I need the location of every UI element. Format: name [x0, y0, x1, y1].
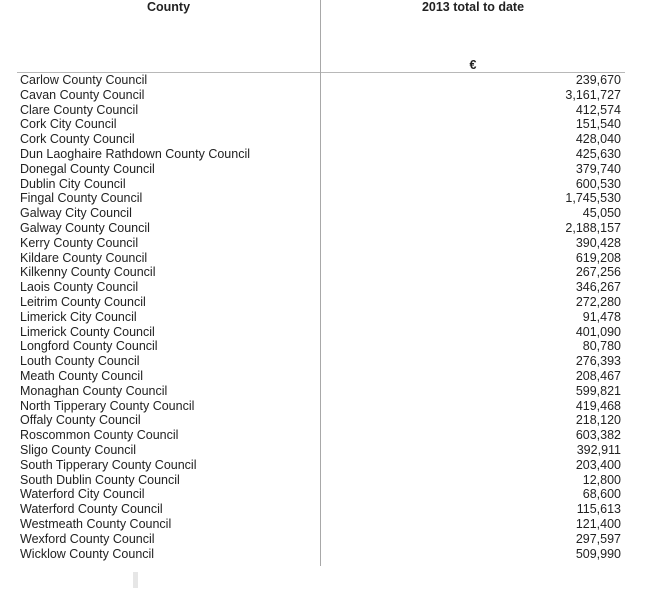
total-value: 121,400	[575, 516, 621, 531]
total-value: 428,040	[575, 132, 621, 147]
council-name: Roscommon County Council	[20, 428, 179, 443]
council-name: Louth County Council	[20, 354, 140, 369]
council-name: South Dublin County Council	[20, 472, 180, 487]
total-value: 346,267	[575, 280, 621, 295]
table-row	[17, 206, 625, 221]
council-name: Galway County Council	[20, 220, 150, 235]
total-value: 392,911	[576, 442, 621, 457]
council-name: Galway City Council	[20, 206, 132, 221]
table-row	[17, 310, 625, 325]
table-row	[17, 221, 625, 236]
council-name: Wexford County Council	[20, 531, 155, 546]
total-value: 267,256	[575, 265, 621, 280]
table-row	[17, 265, 625, 280]
council-name: Kildare County Council	[20, 250, 148, 265]
total-value: 600,530	[575, 176, 621, 191]
total-column-header: 2013 total to date	[421, 0, 525, 14]
council-name: Dun Laoghaire Rathdown County Council	[20, 146, 251, 161]
table-row	[17, 339, 625, 354]
table-row	[17, 117, 625, 132]
table-row	[17, 103, 625, 118]
table-row	[17, 73, 625, 88]
council-name: Clare County Council	[20, 102, 139, 117]
table-row	[17, 369, 625, 384]
table-row	[17, 191, 625, 206]
council-name: Westmeath County Council	[20, 516, 172, 531]
table-row	[17, 325, 625, 340]
total-value: 115,613	[576, 502, 621, 517]
table-row	[17, 132, 625, 147]
council-name: Offaly County Council	[20, 413, 141, 428]
total-value: 239,670	[575, 73, 621, 87]
table-header	[17, 0, 625, 73]
total-value: 599,821	[575, 383, 621, 398]
council-name: Limerick City Council	[20, 309, 137, 324]
total-value: 425,630	[575, 146, 621, 161]
county-column-header: County	[146, 0, 191, 14]
total-value: 276,393	[575, 354, 621, 369]
table-row	[17, 251, 625, 266]
council-name: Donegal County Council	[20, 161, 155, 176]
table-body	[17, 73, 625, 561]
total-value: 509,990	[575, 546, 621, 561]
council-name: Waterford County Council	[20, 502, 163, 517]
table-row	[17, 236, 625, 251]
table-row	[17, 413, 625, 428]
table-row	[17, 532, 625, 547]
total-value: 3,161,727	[565, 87, 621, 102]
total-value: 203,400	[575, 457, 621, 472]
total-value: 12,800	[582, 472, 621, 487]
table-row	[17, 177, 625, 192]
council-name: Longford County Council	[20, 339, 158, 354]
table-row	[17, 473, 625, 488]
total-value: 68,600	[582, 487, 621, 502]
total-value: 379,740	[575, 161, 621, 176]
council-name: Leitrim County Council	[20, 294, 146, 309]
council-name: Kilkenny County Council	[20, 265, 156, 280]
council-name: Cork City Council	[20, 117, 117, 132]
council-name: Monaghan County Council	[20, 383, 168, 398]
council-name: Fingal County Council	[20, 191, 143, 206]
council-name: Carlow County Council	[20, 73, 148, 87]
total-value: 80,780	[582, 339, 621, 354]
council-name: Dublin City Council	[20, 176, 126, 191]
council-name: Sligo County Council	[20, 442, 137, 457]
total-value: 91,478	[582, 309, 621, 324]
table-row	[17, 428, 625, 443]
table-row	[17, 487, 625, 502]
council-name: North Tipperary County Council	[20, 398, 195, 413]
council-name: Limerick County Council	[20, 324, 155, 339]
total-value: 603,382	[575, 428, 621, 443]
table-row	[17, 547, 625, 562]
table-row	[17, 147, 625, 162]
total-value: 412,574	[575, 102, 621, 117]
council-name: Cork County Council	[20, 132, 135, 147]
table-row	[17, 399, 625, 414]
total-value: 390,428	[575, 235, 621, 250]
total-value: 401,090	[575, 324, 621, 339]
total-value: 45,050	[582, 206, 621, 221]
council-name: Laois County Council	[20, 280, 139, 295]
table-row	[17, 162, 625, 177]
council-name: Waterford City Council	[20, 487, 145, 502]
table-row	[17, 384, 625, 399]
total-value: 218,120	[575, 413, 621, 428]
table-row	[17, 88, 625, 103]
currency-unit-label: €	[469, 58, 477, 72]
council-totals-table	[17, 0, 625, 566]
total-value: 297,597	[575, 531, 621, 546]
council-name: Kerry County Council	[20, 235, 139, 250]
table-row	[17, 517, 625, 532]
table-row	[17, 443, 625, 458]
table-row	[17, 280, 625, 295]
total-value: 619,208	[575, 250, 621, 265]
table-row	[17, 295, 625, 310]
total-value: 2,188,157	[565, 220, 621, 235]
table-row	[17, 354, 625, 369]
total-value: 419,468	[575, 398, 621, 413]
total-value: 1,745,530	[565, 191, 621, 206]
total-value: 272,280	[575, 294, 621, 309]
table-row	[17, 502, 625, 517]
council-name: South Tipperary County Council	[20, 457, 197, 472]
total-value: 151,540	[575, 117, 621, 132]
table-row	[17, 458, 625, 473]
council-name: Wicklow County Council	[20, 546, 155, 561]
total-value: 208,467	[575, 368, 621, 383]
council-name: Cavan County Council	[20, 87, 145, 102]
council-name: Meath County Council	[20, 368, 143, 383]
scroll-remnant	[133, 572, 138, 588]
